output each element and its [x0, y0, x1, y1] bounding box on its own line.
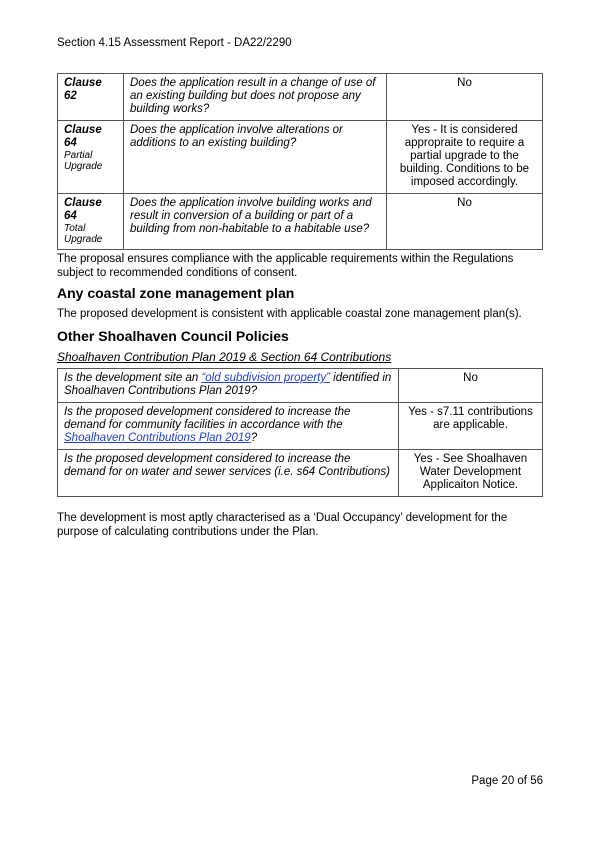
page-number: Page 20 of 56 [471, 775, 543, 787]
question-cell: Is the proposed development considered to increase the demand for on water and sewer services (i.e. s64 Contributions) [58, 450, 399, 497]
answer-cell: Yes - It is considered appropraite to require a partial upgrade to the building. Conditions to be imposed accordingly. [387, 121, 543, 194]
clause-label: Clause 64 [64, 197, 102, 222]
answer-cell: Yes - See Shoalhaven Water Development Applicaiton Notice. [399, 450, 543, 497]
table-row [58, 450, 543, 497]
page-header: Section 4.15 Assessment Report - DA22/2290 [57, 37, 292, 49]
old-subdivision-property-link[interactable]: “old subdivision property” [201, 372, 330, 384]
clause-sublabel: Total Upgrade [64, 223, 103, 245]
question-cell: Does the application involve building works and result in conversion of a building or part of a building from non-habitable to a habitable use? [124, 194, 387, 250]
contributions-plan-link[interactable]: Shoalhaven Contributions Plan 2019 [64, 432, 251, 444]
table-row [58, 74, 543, 121]
contributions-table [57, 368, 543, 497]
question-cell: Does the application result in a change of use of an existing building but does not propose any building works? [124, 74, 387, 121]
clause-label: Clause 64 [64, 124, 102, 149]
building-regulations-table [57, 73, 543, 250]
compliance-paragraph: The proposal ensures compliance with the applicable requirements within the Regulations subject to recommended conditions of consent. [57, 253, 514, 279]
answer-cell: Yes - s7.11 contributions are applicable. [399, 403, 543, 450]
contribution-plan-subheading: Shoalhaven Contribution Plan 2019 & Section 64 Contributions [57, 350, 392, 364]
coastal-zone-paragraph: The proposed development is consistent with applicable coastal zone management plan(s). [57, 308, 522, 320]
question-cell: Is the proposed development considered to increase the demand for community facilities in accordance with the Shoalhaven Contributions Plan 2019? [58, 403, 399, 450]
answer-cell: No [399, 369, 543, 403]
question-cell: Is the development site an “old subdivision property” identified in Shoalhaven Contributions Plan 2019? [58, 369, 399, 403]
council-policies-heading: Other Shoalhaven Council Policies [57, 328, 289, 344]
table-row [58, 121, 543, 194]
table-row [58, 403, 543, 450]
table-row [58, 194, 543, 250]
coastal-zone-heading: Any coastal zone management plan [57, 285, 295, 301]
clause-sublabel: Partial Upgrade [64, 150, 103, 172]
question-cell: Does the application involve alterations or additions to an existing building? [124, 121, 387, 194]
clause-label: Clause 62 [64, 77, 102, 102]
table-row [58, 369, 543, 403]
answer-cell: No [387, 74, 543, 121]
answer-cell: No [387, 194, 543, 250]
dual-occupancy-paragraph: The development is most aptly characterised as a ‘Dual Occupancy’ development for the purpose of calculating contributions under the Plan. [57, 512, 508, 538]
